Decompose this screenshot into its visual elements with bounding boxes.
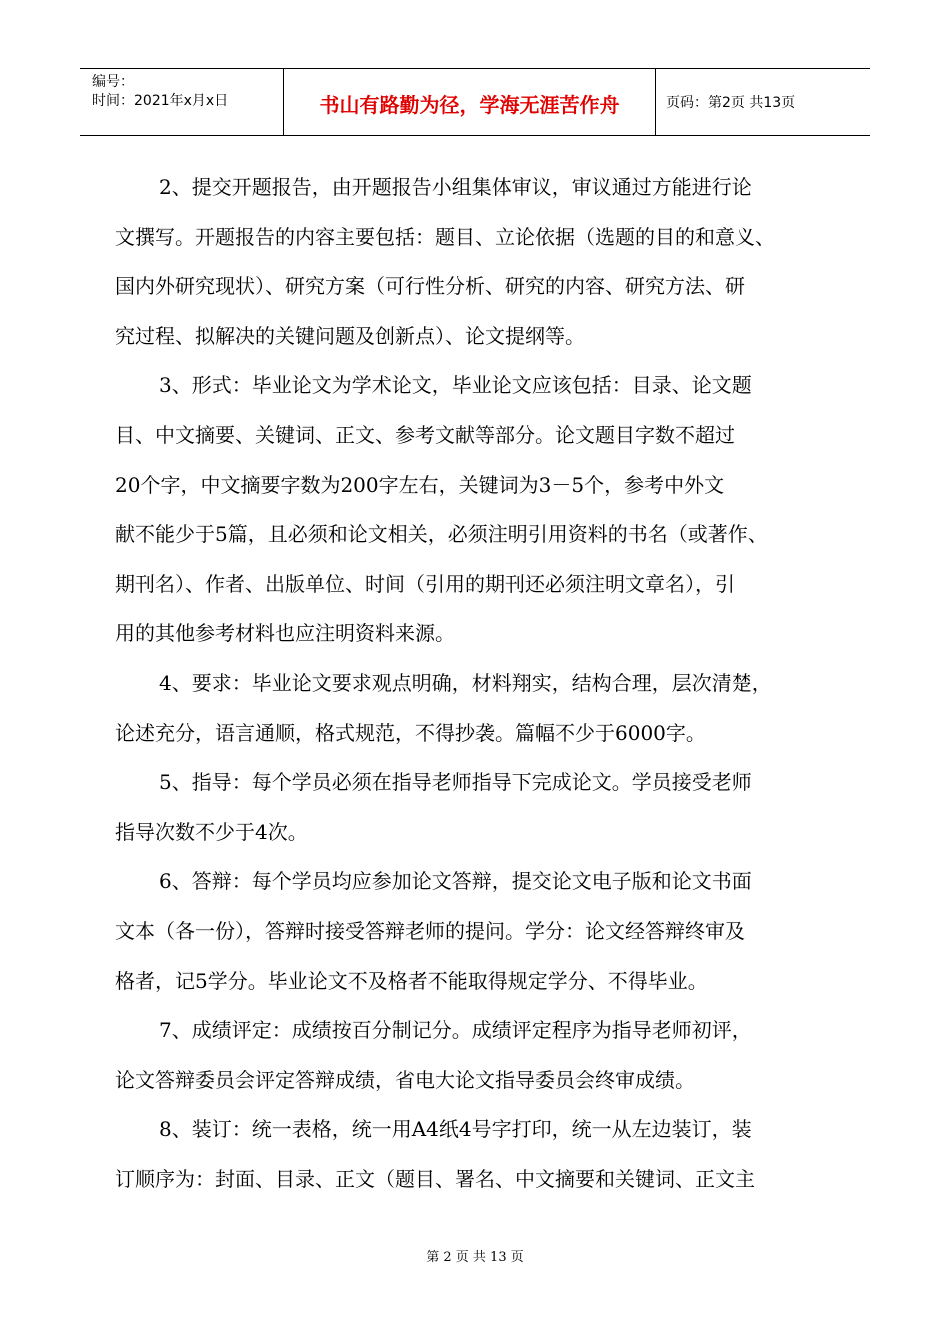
text-line: 4、要求：毕业论文要求观点明确，材料翔实，结构合理，层次清楚，	[159, 670, 772, 695]
text-line: 8、装订：统一表格，统一用A4纸4号字打印，统一从左边装订，装	[159, 1117, 752, 1142]
text-line: 目、中文摘要、关键词、正文、参考文献等部分。论文题目字数不超过	[115, 422, 735, 447]
text-line: 用的其他参考材料也应注明资料来源。	[115, 621, 455, 646]
text-line: 文本（各一份），答辩时接受答辩老师的提问。学分：论文经答辩终审及	[115, 918, 745, 943]
text-line: 6、答辩：每个学员均应参加论文答辩，提交论文电子版和论文书面	[159, 869, 752, 894]
header-motto: 书山有路勤为径，学海无涯苦作舟	[284, 69, 656, 135]
paragraph-6	[115, 857, 855, 1006]
header-meta	[80, 69, 284, 135]
document-body	[115, 163, 855, 1204]
text-line: 献不能少于5篇，且必须和论文相关，必须注明引用资料的书名（或著作、	[115, 522, 768, 547]
text-line: 7、成绩评定：成绩按百分制记分。成绩评定程序为指导老师初评，	[159, 1018, 752, 1043]
paragraph-4	[115, 659, 855, 758]
text-line: 格者，记5学分。毕业论文不及格者不能取得规定学分、不得毕业。	[115, 968, 708, 993]
page-header	[80, 68, 870, 136]
text-line: 论文答辩委员会评定答辩成绩，省电大论文指导委员会终审成绩。	[115, 1067, 695, 1092]
text-line: 期刊名）、作者、出版单位、时间（引用的期刊还必须注明文章名），引	[115, 571, 735, 596]
text-line: 5、指导：每个学员必须在指导老师指导下完成论文。学员接受老师	[159, 770, 752, 795]
text-line: 文撰写。开题报告的内容主要包括：题目、立论依据（选题的目的和意义、	[115, 224, 775, 249]
text-line: 2、提交开题报告，由开题报告小组集体审议，审议通过方能进行论	[159, 175, 752, 199]
text-line: 论述充分，语言通顺，格式规范，不得抄袭。篇幅不少于6000字。	[115, 720, 706, 745]
number-label: 编号：	[92, 74, 134, 90]
text-line: 20个字，中文摘要字数为200字左右，关键词为3－5个，参考中外文	[115, 472, 725, 497]
text-line: 指导次数不少于4次。	[115, 819, 308, 844]
paragraph-5	[115, 758, 855, 857]
paragraph-2	[115, 163, 855, 361]
text-line: 3、形式：毕业论文为学术论文，毕业论文应该包括：目录、论文题	[159, 373, 752, 398]
date-label: 时间：2021年x月x日	[92, 93, 229, 109]
text-line: 订顺序为：封面、目录、正文（题目、署名、中文摘要和关键词、正文主	[115, 1166, 755, 1191]
text-line: 国内外研究现状）、研究方案（可行性分析、研究的内容、研究方法、研	[115, 274, 745, 299]
header-page-info: 页码：第2页 共13页	[666, 95, 796, 111]
paragraph-8	[115, 1105, 855, 1204]
page-footer: 第 2 页 共 13 页	[426, 1250, 524, 1265]
text-line: 究过程、拟解决的关键问题及创新点）、论文提纲等。	[115, 323, 585, 348]
paragraph-3	[115, 361, 855, 659]
paragraph-7	[115, 1006, 855, 1105]
